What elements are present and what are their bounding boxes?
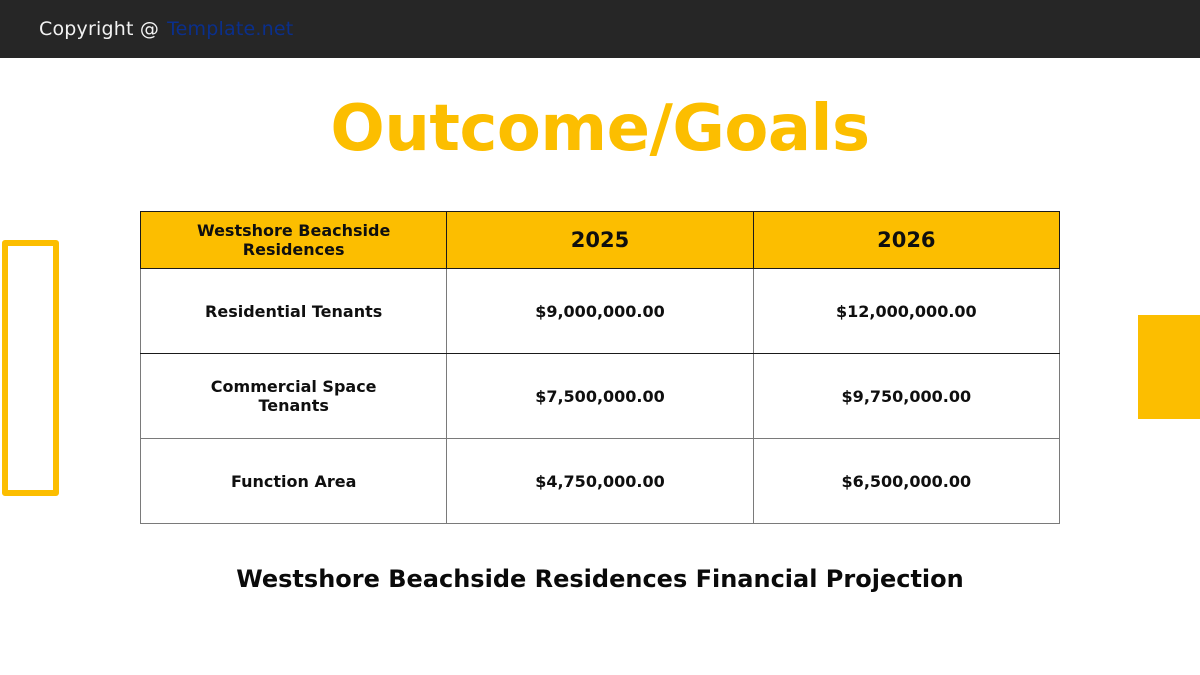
cell-2025: $7,500,000.00 — [447, 354, 753, 439]
cell-2026: $9,750,000.00 — [753, 354, 1059, 439]
table-header-row — [141, 212, 1060, 269]
financial-projection-table — [140, 211, 1060, 524]
row-label: Function Area — [141, 439, 447, 524]
page-title: Outcome/Goals — [330, 92, 870, 166]
cell-2026: $6,500,000.00 — [753, 439, 1059, 524]
column-header-2026: 2026 — [753, 212, 1059, 269]
table-caption: Westshore Beachside Residences Financial Projection — [236, 565, 964, 593]
cell-2025: $9,000,000.00 — [447, 269, 753, 354]
cell-2025: $4,750,000.00 — [447, 439, 753, 524]
row-label: Commercial Space Tenants — [141, 354, 447, 439]
decorative-solid-bar — [1138, 315, 1200, 419]
cell-2026: $12,000,000.00 — [753, 269, 1059, 354]
template-net-link[interactable]: Template.net — [167, 18, 294, 40]
copyright-notice — [39, 18, 293, 40]
table-row — [141, 354, 1060, 439]
table-row — [141, 269, 1060, 354]
copyright-label: Copyright @ — [39, 18, 160, 40]
table-corner-header: Westshore Beachside Residences — [141, 212, 447, 269]
column-header-2025: 2025 — [447, 212, 753, 269]
decorative-outline-bar — [2, 240, 59, 496]
row-label: Residential Tenants — [141, 269, 447, 354]
top-bar — [0, 0, 1200, 58]
table-row — [141, 439, 1060, 524]
